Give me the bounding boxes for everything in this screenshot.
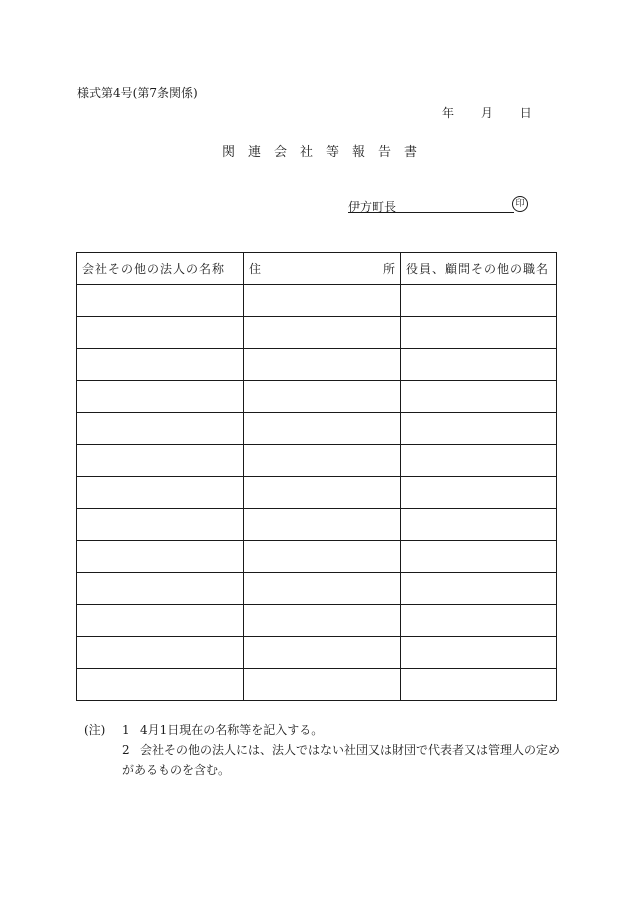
table-row xyxy=(77,541,557,573)
cell-position-title[interactable] xyxy=(401,669,557,701)
note-number: 1 xyxy=(122,723,130,737)
seal-mark: 印 xyxy=(512,196,528,212)
table-row xyxy=(77,349,557,381)
cell-position-title[interactable] xyxy=(401,349,557,381)
note-item xyxy=(84,720,560,740)
table-row xyxy=(77,317,557,349)
cell-company-name[interactable] xyxy=(77,573,244,605)
cell-address[interactable] xyxy=(244,605,401,637)
addressee-underline xyxy=(348,212,514,213)
cell-address[interactable] xyxy=(244,541,401,573)
date-day-label: 日 xyxy=(519,106,532,120)
note-text: 会社その他の法人には、法人ではない社団又は財団で代表者又は管理人の定め xyxy=(140,743,561,757)
note-item xyxy=(84,740,560,760)
table-row xyxy=(77,285,557,317)
table-row xyxy=(77,573,557,605)
table-row xyxy=(77,669,557,701)
cell-company-name[interactable] xyxy=(77,445,244,477)
cell-company-name[interactable] xyxy=(77,669,244,701)
table-row xyxy=(77,477,557,509)
cell-company-name[interactable] xyxy=(77,381,244,413)
report-table xyxy=(76,252,557,701)
document-title: 関連会社等報告書 xyxy=(222,145,431,160)
header-address-left: 住 xyxy=(249,262,262,276)
cell-address[interactable] xyxy=(244,445,401,477)
addressee-block xyxy=(348,196,528,214)
cell-company-name[interactable] xyxy=(77,541,244,573)
cell-address[interactable] xyxy=(244,637,401,669)
cell-position-title[interactable] xyxy=(401,541,557,573)
cell-position-title[interactable] xyxy=(401,285,557,317)
cell-company-name[interactable] xyxy=(77,477,244,509)
cell-address[interactable] xyxy=(244,349,401,381)
cell-address[interactable] xyxy=(244,413,401,445)
table-header-row xyxy=(77,253,557,285)
cell-address[interactable] xyxy=(244,573,401,605)
cell-position-title[interactable] xyxy=(401,445,557,477)
note-text: 4月1日現在の名称等を記入する。 xyxy=(140,723,324,737)
header-address-right: 所 xyxy=(382,262,395,276)
header-address xyxy=(244,253,401,285)
cell-company-name[interactable] xyxy=(77,413,244,445)
cell-address[interactable] xyxy=(244,381,401,413)
cell-position-title[interactable] xyxy=(401,637,557,669)
date-line xyxy=(442,104,532,121)
cell-company-name[interactable] xyxy=(77,605,244,637)
note-number: 2 xyxy=(122,743,130,757)
table-row xyxy=(77,605,557,637)
cell-position-title[interactable] xyxy=(401,605,557,637)
cell-address[interactable] xyxy=(244,477,401,509)
form-number-label: 様式第4号(第7条関係) xyxy=(77,86,198,100)
table-row xyxy=(77,413,557,445)
cell-position-title[interactable] xyxy=(401,413,557,445)
note-continuation: があるものを含む。 xyxy=(122,763,231,777)
addressee-name: 伊方町長 xyxy=(348,200,397,214)
notes-prefix: (注) xyxy=(84,723,106,737)
cell-position-title[interactable] xyxy=(401,509,557,541)
cell-company-name[interactable] xyxy=(77,285,244,317)
cell-address[interactable] xyxy=(244,509,401,541)
date-month-label: 月 xyxy=(480,106,493,120)
table-row xyxy=(77,509,557,541)
cell-position-title[interactable] xyxy=(401,317,557,349)
cell-company-name[interactable] xyxy=(77,317,244,349)
cell-company-name[interactable] xyxy=(77,509,244,541)
cell-position-title[interactable] xyxy=(401,381,557,413)
cell-address[interactable] xyxy=(244,317,401,349)
cell-position-title[interactable] xyxy=(401,477,557,509)
table-row xyxy=(77,445,557,477)
cell-address[interactable] xyxy=(244,285,401,317)
cell-company-name[interactable] xyxy=(77,637,244,669)
header-company-name: 会社その他の法人の名称 xyxy=(77,253,244,285)
cell-company-name[interactable] xyxy=(77,349,244,381)
table-body xyxy=(77,285,557,701)
table-row xyxy=(77,381,557,413)
table-row xyxy=(77,637,557,669)
cell-address[interactable] xyxy=(244,669,401,701)
cell-position-title[interactable] xyxy=(401,573,557,605)
date-year-label: 年 xyxy=(442,106,455,120)
notes-section xyxy=(84,720,560,780)
header-position-title: 役員、顧問その他の職名 xyxy=(401,253,557,285)
